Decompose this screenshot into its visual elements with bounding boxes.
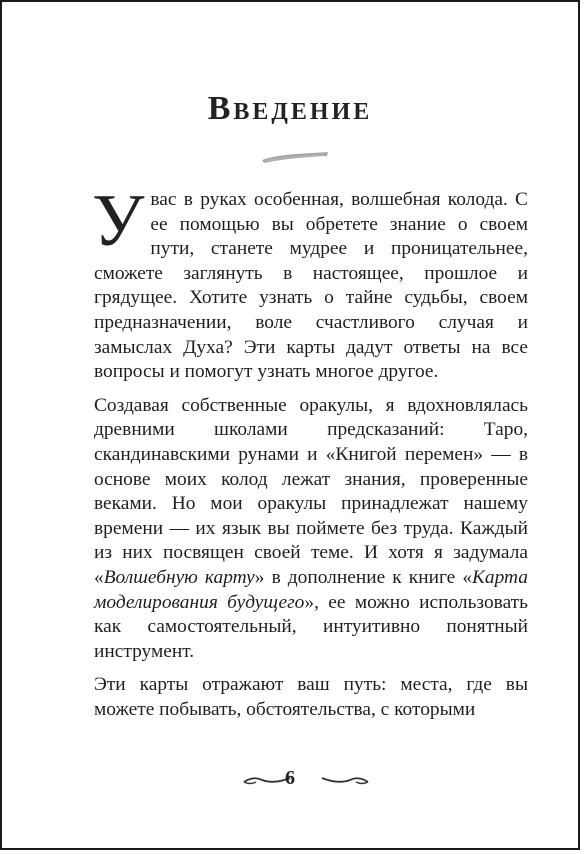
page-number: 6 bbox=[285, 767, 295, 789]
right-flourish-icon bbox=[320, 773, 370, 787]
paragraph-1 bbox=[92, 180, 528, 385]
drop-cap: У bbox=[92, 180, 145, 262]
paragraph-3 bbox=[94, 673, 528, 722]
paragraph-2-part-3: », ее можно использовать как самостоятельный, интуитивно понятный инструмент. bbox=[94, 591, 528, 662]
page-footer bbox=[2, 767, 578, 797]
book-title-future-map: Карта моделирования будущего bbox=[94, 566, 528, 613]
paragraph-2-part-1: Создавая собственные оракулы, я вдохновлялась древними школами предсказаний: Таро, скандинавскими рунами и «Книгой перемен» — в основе моих колод лежат знания, проверенные веками. Но мои оракулы принадлежат нашему времени — их язык вы поймете без труда. Каждый из них посвящен своей теме. И хотя я задумала « bbox=[94, 394, 528, 588]
brush-ornament-icon bbox=[260, 148, 330, 166]
paragraph-1-text: вас в руках особенная, волшебная колода. С ее помощью вы обретете знание о своем пути, станете мудрее и проницательнее, сможете заглянуть в настоящее, прошлое и грядущее. Хотите узнать о тайне судьбы, своем предназначении, воле счастливого случая и замыслах Духа? Эти карты дадут ответы на все вопросы и помогут узнать многое другое. bbox=[94, 189, 528, 383]
body-text bbox=[92, 180, 528, 731]
paragraph-2-part-2: » в дополнение к книге « bbox=[254, 566, 473, 588]
paragraph-3-text: Эти карты отражают ваш путь: места, где вы можете побывать, обстоятельства, с которыми bbox=[94, 674, 528, 720]
book-title-magic-card: Волшебную карту bbox=[103, 566, 255, 588]
page-title: Введение bbox=[207, 90, 373, 127]
paragraph-2 bbox=[94, 394, 528, 665]
